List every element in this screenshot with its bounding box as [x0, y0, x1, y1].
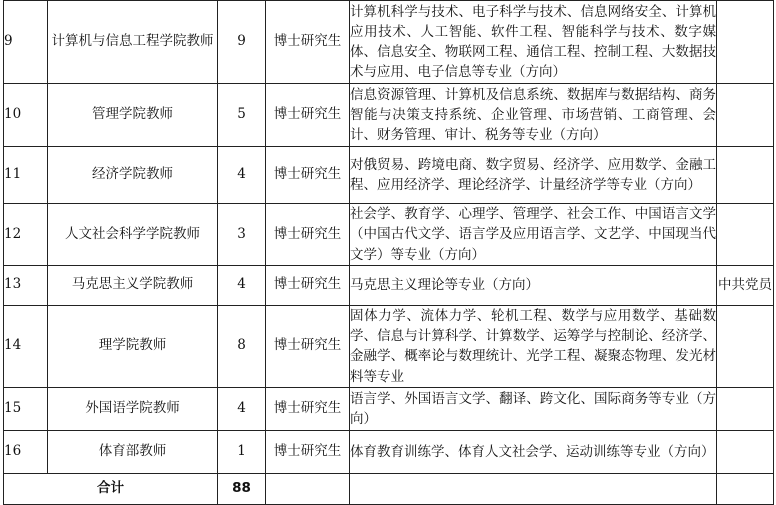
row-number: 13 [4, 265, 48, 305]
post-name: 理学院教师 [48, 305, 218, 387]
remark [717, 430, 774, 473]
education-requirement: 博士研究生 [266, 387, 350, 430]
post-name: 体育部教师 [48, 430, 218, 473]
education-requirement: 博士研究生 [266, 204, 350, 266]
table-row [4, 430, 774, 473]
hire-count: 1 [218, 430, 266, 473]
major-requirement: 马克思主义理论等专业（方向） [350, 265, 717, 305]
hire-count: 8 [218, 305, 266, 387]
major-requirement: 体育教育训练学、体育人文社会学、运动训练等专业（方向） [350, 430, 717, 473]
post-name: 计算机与信息工程学院教师 [48, 1, 218, 84]
post-name: 管理学院教师 [48, 84, 218, 147]
education-requirement: 博士研究生 [266, 147, 350, 204]
hire-count: 4 [218, 387, 266, 430]
table-row [4, 265, 774, 305]
row-number: 15 [4, 387, 48, 430]
post-name: 经济学院教师 [48, 147, 218, 204]
total-count: 88 [218, 473, 266, 504]
education-requirement: 博士研究生 [266, 305, 350, 387]
major-requirement: 语言学、外国语言文学、翻译、跨文化、国际商务等专业（方向） [350, 387, 717, 430]
major-requirement: 对俄贸易、跨境电商、数字贸易、经济学、应用数学、金融工程、应用经济学、理论经济学、计量经济学等专业（方向） [350, 147, 717, 204]
table-row [4, 84, 774, 147]
education-requirement: 博士研究生 [266, 1, 350, 84]
remark [717, 147, 774, 204]
hire-count: 4 [218, 147, 266, 204]
remark [717, 84, 774, 147]
remark [717, 1, 774, 84]
row-number: 12 [4, 204, 48, 266]
table-row [4, 1, 774, 84]
hire-count: 5 [218, 84, 266, 147]
table-row [4, 204, 774, 266]
remark [717, 204, 774, 266]
recruitment-table [3, 0, 774, 505]
post-name: 人文社会科学学院教师 [48, 204, 218, 266]
table-row [4, 305, 774, 387]
row-number: 10 [4, 84, 48, 147]
row-number: 16 [4, 430, 48, 473]
remark: 中共党员 [717, 265, 774, 305]
hire-count: 4 [218, 265, 266, 305]
hire-count: 3 [218, 204, 266, 266]
education-requirement: 博士研究生 [266, 84, 350, 147]
post-name: 马克思主义学院教师 [48, 265, 218, 305]
major-requirement: 信息资源管理、计算机及信息系统、数据库与数据结构、商务智能与决策支持系统、企业管理、市场营销、工商管理、会计、财务管理、审计、税务等专业（方向） [350, 84, 717, 147]
education-requirement: 博士研究生 [266, 265, 350, 305]
table-row [4, 387, 774, 430]
row-number: 11 [4, 147, 48, 204]
major-requirement: 固体力学、流体力学、轮机工程、数学与应用数学、基础数学、信息与计算科学、计算数学、运筹学与控制论、经济学、金融学、概率论与数理统计、光学工程、凝聚态物理、发光材料等专业 [350, 305, 717, 387]
remark [717, 387, 774, 430]
post-name: 外国语学院教师 [48, 387, 218, 430]
education-requirement: 博士研究生 [266, 430, 350, 473]
remark [717, 305, 774, 387]
row-number: 9 [4, 1, 48, 84]
major-requirement: 计算机科学与技术、电子科学与技术、信息网络安全、计算机应用技术、人工智能、软件工程、智能科学与技术、数字媒体、信息安全、物联网工程、通信工程、控制工程、大数据技术与应用、电子信息等专业（方向） [350, 1, 717, 84]
table-row [4, 147, 774, 204]
major-requirement: 社会学、教育学、心理学、管理学、社会工作、中国语言文学（中国古代文学、语言学及应用语言学、文艺学、中国现当代文学）等专业（方向） [350, 204, 717, 266]
row-number: 14 [4, 305, 48, 387]
hire-count: 9 [218, 1, 266, 84]
total-label: 合计 [4, 473, 218, 504]
